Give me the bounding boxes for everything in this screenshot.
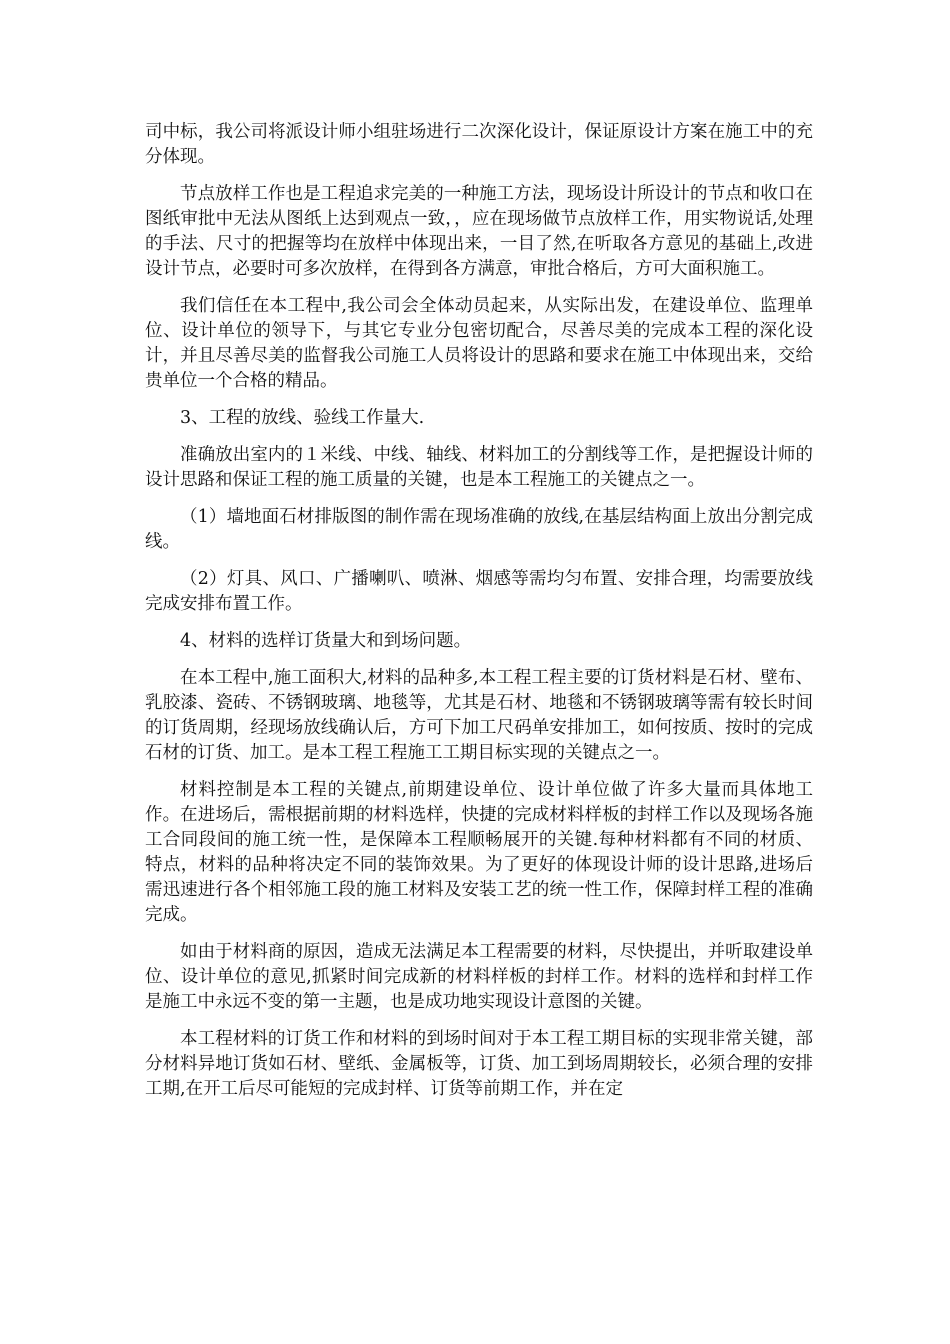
paragraph-supplier-issues: 如由于材料商的原因，造成无法满足本工程需要的材料，尽快提出，并听取建设单位、设计单位的意见,抓紧时间完成新的材料样板的封样工作。材料的选样和封样工作是施工中永远不变的第一主题，也是成功地实现设计意图的关键。 [145, 942, 813, 1012]
paragraph-layout-lines: 准确放出室内的１米线、中线、轴线、材料加工的分割线等工作，是把握设计师的设计思路和保证工程的施工质量的关键，也是本工程施工的关键点之一。 [145, 445, 813, 490]
list-item-1: （1）墙地面石材排版图的制作需在现场准确的放线,在基层结构面上放出分割完成线。 [145, 507, 813, 552]
paragraph-ordering-schedule: 本工程材料的订货工作和材料的到场时间对于本工程工期目标的实现非常关键，部分材料异地订货如石材、壁纸、金属板等，订货、加工到场周期较长，必须合理的安排工期,在开工后尽可能短的完成封样、订货等前期工作，并在定 [145, 1029, 813, 1099]
section-heading-3: 3、工程的放线、验线工作量大. [180, 408, 425, 428]
paragraph-commitment: 我们信任在本工程中,我公司会全体动员起来，从实际出发，在建设单位、监理单位、设计单位的领导下，与其它专业分包密切配合，尽善尽美的完成本工程的深化设计，并且尽善尽美的监督我公司施工人员将设计的思路和要求在施工中体现出来，交给贵单位一个合格的精品。 [145, 296, 813, 391]
document-body [145, 120, 813, 1114]
paragraph-node-sampling: 节点放样工作也是工程追求完美的一种施工方法，现场设计所设计的节点和收口在图纸审批中无法从图纸上达到观点一致，，应在现场做节点放样工作，用实物说话,处理的手法、尺寸的把握等均在放样中体现出来，一目了然,在听取各方意见的基础上,改进设计节点，必要时可多次放样，在得到各方满意，审批合格后，方可大面积施工。 [145, 184, 813, 279]
section-heading-4: 4、材料的选样订货量大和到场问题。 [180, 631, 472, 651]
paragraph-material-control: 材料控制是本工程的关键点,前期建设单位、设计单位做了许多大量而具体地工作。在进场后，需根据前期的材料选样，快捷的完成材料样板的封样工作以及现场各施工合同段间的施工统一性，是保障本工程顺畅展开的关键.每种材料都有不同的材质、特点，材料的品种将决定不同的装饰效果。为了更好的体现设计师的设计思路,进场后需迅速进行各个相邻施工段的施工材料及安装工艺的统一性工作，保障封样工程的准确完成。 [145, 780, 813, 925]
list-item-2: （2）灯具、风口、广播喇叭、喷淋、烟感等需均匀布置、安排合理，均需要放线完成安排布置工作。 [145, 569, 813, 614]
paragraph-continuation: 司中标，我公司将派设计师小组驻场进行二次深化设计，保证原设计方案在施工中的充分体现。 [145, 122, 813, 167]
paragraph-materials-ordering: 在本工程中,施工面积大,材料的品种多,本工程工程主要的订货材料是石材、壁布、乳胶漆、瓷砖、不锈钢玻璃、地毯等，尤其是石材、地毯和不锈钢玻璃等需有较长时间的订货周期，经现场放线确认后，方可下加工尺码单安排加工，如何按质、按时的完成石材的订货、加工。是本工程工程施工工期目标实现的关键点之一。 [145, 668, 813, 763]
